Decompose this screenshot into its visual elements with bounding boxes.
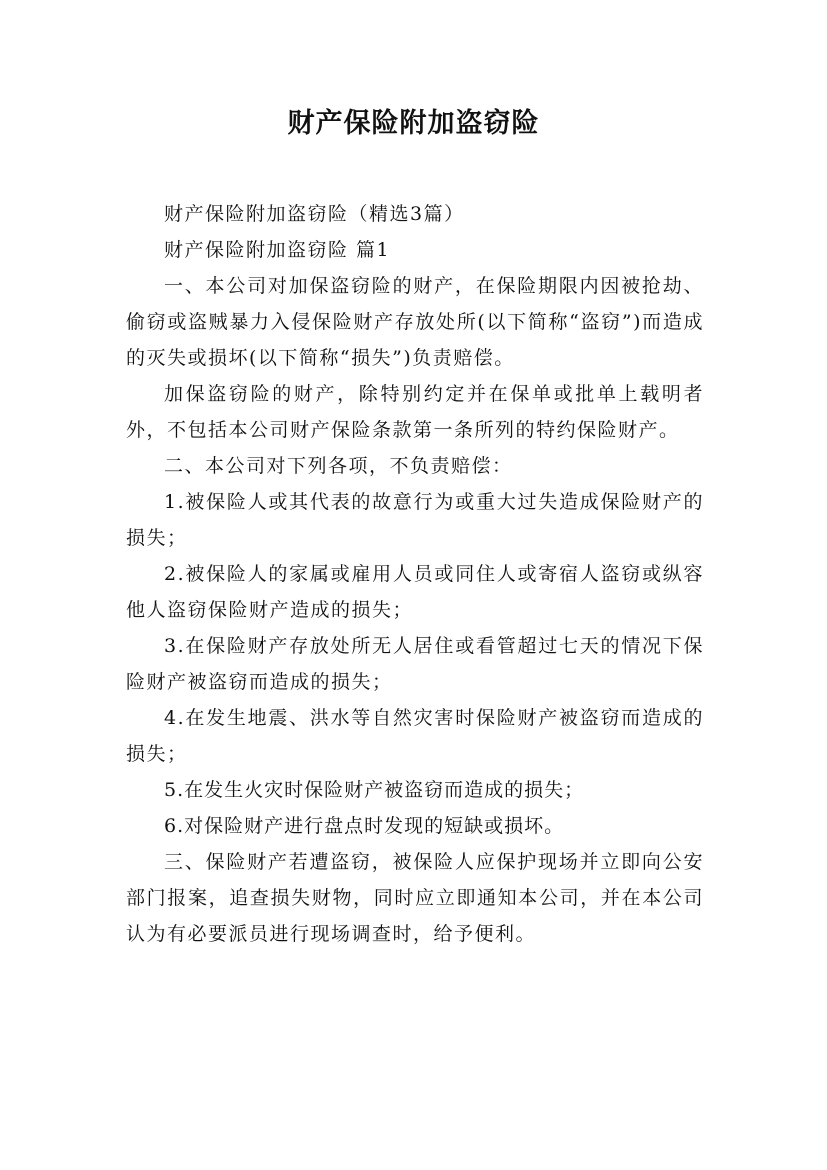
document-title: 财产保险附加盗窃险 [287,108,540,139]
paragraph-clause-2: 二、本公司对下列各项，不负责赔偿： [164,455,513,477]
paragraph-item-3: 3.在保险财产存放处所无人居住或看管超过七天的情况下保险财产被盗窃而造成的损失； [126,635,704,693]
paragraph-item-2: 2.被保险人的家属或雇用人员或同住人或寄宿人盗窃或纵容他人盗窃保险财产造成的损失； [126,563,704,621]
paragraph-item-6: 6.对保险财产进行盘点时发现的短缺或损坏。 [164,815,565,837]
paragraph-section-heading: 财产保险附加盗窃险 篇1 [164,239,391,261]
paragraph-clause-1-note: 加保盗窃险的财产，除特别约定并在保单或批单上载明者外，不包括本公司财产保险条款第一条所列的特约保险财产。 [126,383,704,441]
paragraph-clause-3: 三、保险财产若遭盗窃，被保险人应保护现场并立即向公安部门报案，追查损失财物，同时应立即通知本公司，并在本公司认为有必要派员进行现场调查时，给予便利。 [126,851,704,945]
paragraph-clause-1: 一、本公司对加保盗窃险的财产，在保险期限内因被抢劫、偷窃或盗贼暴力入侵保险财产存放处所(以下简称“盗窃”)而造成的灭失或损坏(以下简称“损失”)负责赔偿。 [126,275,704,369]
paragraph-subtitle: 财产保险附加盗窃险（精选3篇） [164,203,465,225]
paragraph-item-1: 1.被保险人或其代表的故意行为或重大过失造成保险财产的损失； [126,491,704,549]
paragraph-item-4: 4.在发生地震、洪水等自然灾害时保险财产被盗窃而造成的损失； [126,707,704,765]
document-body [126,196,704,952]
paragraph-item-5: 5.在发生火灾时保险财产被盗窃而造成的损失； [164,779,585,801]
